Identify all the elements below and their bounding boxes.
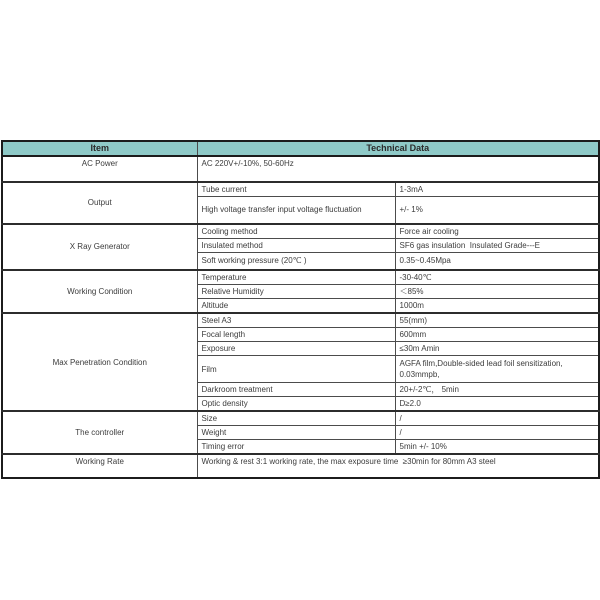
item-cell: X Ray Generator	[2, 224, 197, 271]
spec-name-cell: Steel A3	[197, 313, 395, 328]
header-technical-data: Technical Data	[197, 141, 599, 156]
spec-value-cell: 0.35~0.45Mpa	[395, 252, 599, 270]
spec-value-cell: 55(mm)	[395, 313, 599, 328]
spec-name-cell: Focal length	[197, 328, 395, 342]
spec-value-cell: Working & rest 3:1 working rate, the max exposure time ≥30min for 80mm A3 steel	[197, 454, 599, 478]
spec-name-cell: Relative Humidity	[197, 285, 395, 299]
spec-name-cell: Insulated method	[197, 238, 395, 252]
spec-sheet	[1, 140, 600, 479]
spec-value-cell: +/- 1%	[395, 197, 599, 224]
item-cell: Output	[2, 182, 197, 224]
technical-data-table	[1, 140, 600, 479]
row-ac-power	[2, 156, 599, 182]
spec-name-cell: Timing error	[197, 440, 395, 455]
row-output-tube-current	[2, 182, 599, 197]
spec-name-cell: Darkroom treatment	[197, 383, 395, 397]
spec-value-cell: 5min +/- 10%	[395, 440, 599, 455]
spec-name-cell: Soft working pressure (20℃ )	[197, 252, 395, 270]
spec-value-cell: /	[395, 426, 599, 440]
spec-name-cell: Film	[197, 356, 395, 383]
spec-name-cell: Tube current	[197, 182, 395, 197]
row-working-rate	[2, 454, 599, 478]
spec-value-cell: 20+/-2℃， 5min	[395, 383, 599, 397]
table-header-row	[2, 141, 599, 156]
spec-value-cell: /	[395, 411, 599, 426]
spec-value-cell: ＜85%	[395, 285, 599, 299]
spec-name-cell: Temperature	[197, 270, 395, 285]
spec-name-cell: Optic density	[197, 397, 395, 412]
spec-value-cell: 1000m	[395, 299, 599, 314]
row-mpc-steel-a3	[2, 313, 599, 328]
spec-value-cell: D≥2.0	[395, 397, 599, 412]
row-wc-temperature	[2, 270, 599, 285]
spec-value-cell: Force air cooling	[395, 224, 599, 239]
spec-name-cell: Size	[197, 411, 395, 426]
row-xray-cooling-method	[2, 224, 599, 239]
spec-value-cell: -30-40℃	[395, 270, 599, 285]
spec-name-cell: Altitude	[197, 299, 395, 314]
spec-value-cell: SF6 gas insulation Insulated Grade---E	[395, 238, 599, 252]
spec-value-cell: ≤30m Amin	[395, 342, 599, 356]
item-cell: Working Condition	[2, 270, 197, 313]
spec-name-cell: Cooling method	[197, 224, 395, 239]
spec-value-cell: AGFA film,Double-sided lead foil sensitization, 0.03mmpb,	[395, 356, 599, 383]
spec-value-cell: 600mm	[395, 328, 599, 342]
item-cell: Working Rate	[2, 454, 197, 478]
spec-name-cell: Exposure	[197, 342, 395, 356]
spec-name-cell: Weight	[197, 426, 395, 440]
spec-name-cell: High voltage transfer input voltage fluctuation	[197, 197, 395, 224]
item-cell: The controller	[2, 411, 197, 454]
item-cell: AC Power	[2, 156, 197, 182]
item-cell: Max Penetration Condition	[2, 313, 197, 411]
spec-value-cell: AC 220V+/-10%, 50-60Hz	[197, 156, 599, 182]
header-item: Item	[2, 141, 197, 156]
row-controller-size	[2, 411, 599, 426]
spec-value-cell: 1-3mA	[395, 182, 599, 197]
